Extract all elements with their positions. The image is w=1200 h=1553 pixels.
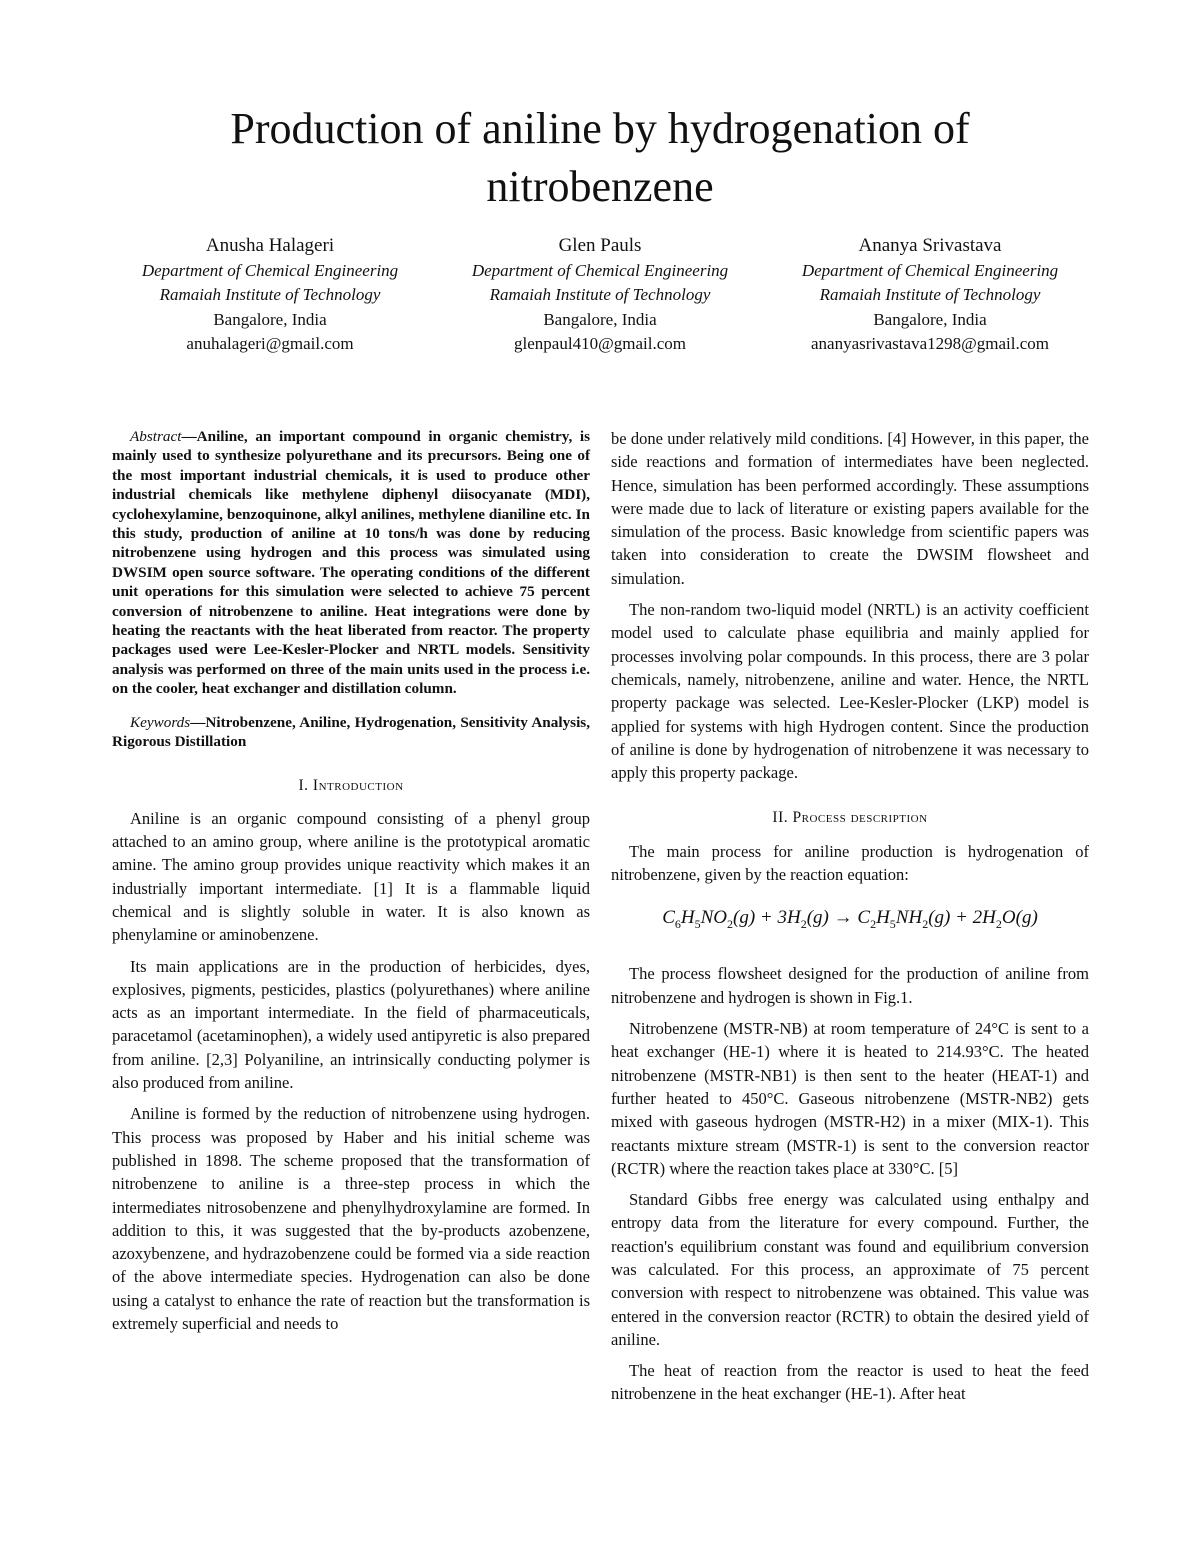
process-paragraph-1: The process flowsheet designed for the production of aniline from nitrobenzene and hydrogen is shown in Fig.1. bbox=[611, 964, 1089, 1007]
author-name: Ananya Srivastava bbox=[858, 235, 1002, 256]
author-email: anuhalageri@gmail.com bbox=[186, 334, 354, 353]
keywords-text: —Nitrobenzene, Aniline, Hydrogenation, Sensitivity Analysis, Rigorous Distillation bbox=[112, 713, 590, 751]
keywords bbox=[112, 713, 590, 752]
process-intro: The main process for aniline production is hydrogenation of nitrobenzene, given by the reaction equation: bbox=[611, 841, 1089, 885]
author-1 bbox=[110, 234, 430, 357]
author-location: Bangalore, India bbox=[213, 309, 327, 329]
author-2 bbox=[440, 234, 760, 357]
author-email: glenpaul410@gmail.com bbox=[514, 334, 686, 353]
section-number: I. bbox=[298, 776, 309, 794]
section-heading-process-description bbox=[611, 806, 1089, 829]
abstract-label: Abstract bbox=[130, 428, 182, 445]
process-paragraph-4: The heat of reaction from the reactor is used to heat the feed nitrobenzene in the heat exchanger (HE-1). After heat bbox=[611, 1361, 1089, 1404]
author-institute: Ramaiah Institute of Technology bbox=[819, 285, 1041, 304]
author-department: Department of Chemical Engineering bbox=[141, 260, 399, 280]
author-name: Glen Pauls bbox=[558, 235, 642, 256]
author-department: Department of Chemical Engineering bbox=[801, 260, 1059, 280]
author-institute: Ramaiah Institute of Technology bbox=[489, 285, 711, 304]
author-location: Bangalore, India bbox=[543, 309, 657, 329]
paper-title: Production of aniline by hydrogenation of nitrobenzene bbox=[230, 104, 970, 211]
keywords-label: Keywords bbox=[130, 713, 191, 731]
intro-paragraph-1: Aniline is an organic compound consisting of a phenyl group attached to an amino group, where aniline is the prototypical aromatic amine. The amino group provides unique reactivity which makes it an industrially important intermediate. [1] It is a flammable liquid chemical and is slightly soluble in water. It is also known as phenylamine or aminobenzene. bbox=[112, 808, 590, 945]
left-column bbox=[112, 427, 590, 1343]
right-column bbox=[611, 427, 1089, 1414]
intro-paragraph-3: Aniline is formed by the reduction of nitrobenzene using hydrogen. This process was proposed by Haber and his initial scheme was published in 1898. The scheme proposed that the transformation of nitrobenzene to aniline is a three-step process in which the intermediates nitrosobenzene and phenylhydroxylamine are formed. In addition to this, it was suggested that the by-products azobenzene, azoxybenzene, and hydrazobenzene could be formed via a side reaction of the above intermediate species. Hydrogenation can also be done using a catalyst to enhance the rate of reaction but the transformation is extremely superficial and needs to bbox=[112, 1104, 590, 1334]
author-department: Department of Chemical Engineering bbox=[471, 260, 729, 280]
author-location: Bangalore, India bbox=[873, 309, 987, 329]
author-email: ananyasrivastava1298@gmail.com bbox=[811, 334, 1049, 353]
author-institute: Ramaiah Institute of Technology bbox=[159, 285, 381, 304]
section-title: Introduction bbox=[312, 776, 404, 794]
section-number: II. bbox=[772, 809, 789, 827]
nrtl-paragraph: The non-random two-liquid model (NRTL) is an activity coefficient model used to calculate phase equilibria and mainly applied for processes involving polar compounds. In this process, there are 3 polar chemicals, namely, nitrobenzene, aniline and water. Hence, the NRTL property package was selected. Lee-Kesler-Plocker (LKP) model is applied for systems with high Hydrogen content. Since the production of aniline is done by hydrogenation of nitrobenzene it was necessary to apply this property package. bbox=[611, 600, 1089, 783]
reaction-equation: $C_6H_5NO_2(g) + 3H_2(g) \to C_2H_5NH_2(g) + 2H_2O(g)$ bbox=[662, 907, 1038, 932]
author-name: Anusha Halageri bbox=[205, 235, 335, 256]
section-heading-introduction bbox=[112, 774, 590, 797]
process-paragraph-3: Standard Gibbs free energy was calculated using enthalpy and entropy data from the literature for every compound. Further, the reaction's equilibrium constant was found and equilibrium conversion was calculated. For this process, an approximate of 75 percent conversion with respect to nitrobenzene was obtained. This value was entered in the conversion reactor (RCTR) to obtain the desired yield of aniline. bbox=[611, 1190, 1089, 1349]
abstract-text: —Aniline, an important compound in organic chemistry, is mainly used to synthesize polyurethane and its precursors. Being one of the most important industrial chemicals, it is used to produce other industrial chemicals like methylene diphenyl diisocyanate (MDI), cyclohexylamine, benzoquinone, alkyl anilines, methylene dianiline etc. In this study, production of aniline at 10 tons/h was done by reducing nitrobenzene using hydrogen and this process was simulated using DWSIM open source software. The operating conditions of the different unit operations for this simulation were selected to achieve 75 percent conversion of nitrobenzene to aniline. Heat integrations were done by heating the reactants with the heat liberated from reactor. The property packages used were Lee-Kesler-Plocker and NRTL models. Sensitivity analysis was performed on three of the main units used in the process i.e. on the cooler, heat exchanger and distillation column. bbox=[112, 428, 590, 698]
process-paragraph-2: Nitrobenzene (MSTR-NB) at room temperature of 24°C is sent to a heat exchanger (HE-1) where it is heated to 214.93°C. The heated nitrobenzene (MSTR-NB1) is then sent to the heater (HEAT-1) and further heated to 450°C. Gaseous nitrobenzene (MSTR-NB2) gets mixed with gaseous hydrogen (MSTR-H2) in a mixer (MIX-1). This reactants mixture stream (MSTR-1) is sent to the conversion reactor (RCTR) where the reaction takes place at 330°C. [5] bbox=[611, 1019, 1089, 1178]
author-3 bbox=[770, 234, 1090, 357]
author-block bbox=[110, 234, 1090, 357]
intro-continuation: be done under relatively mild conditions. [4] However, in this paper, the side reactions and formation of intermediates have been neglected. Hence, simulation has been performed accordingly. These assumptions were made due to lack of literature or existing papers available for the simulation of the process. Basic knowledge from scientific papers was taken into consideration to create the DWSIM flowsheet and simulation. bbox=[611, 429, 1089, 588]
intro-paragraph-2: Its main applications are in the production of herbicides, dyes, explosives, pigments, pesticides, plastics (polyurethanes) where aniline acts as an important intermediate. In the field of pharmaceuticals, paracetamol (acetaminophen), a widely used antipyretic is also prepared from aniline. [2,3] Polyaniline, an intrinsically conducting polymer is also produced from aniline. bbox=[112, 956, 590, 1093]
abstract bbox=[112, 427, 590, 699]
section-title: Process description bbox=[792, 809, 928, 827]
